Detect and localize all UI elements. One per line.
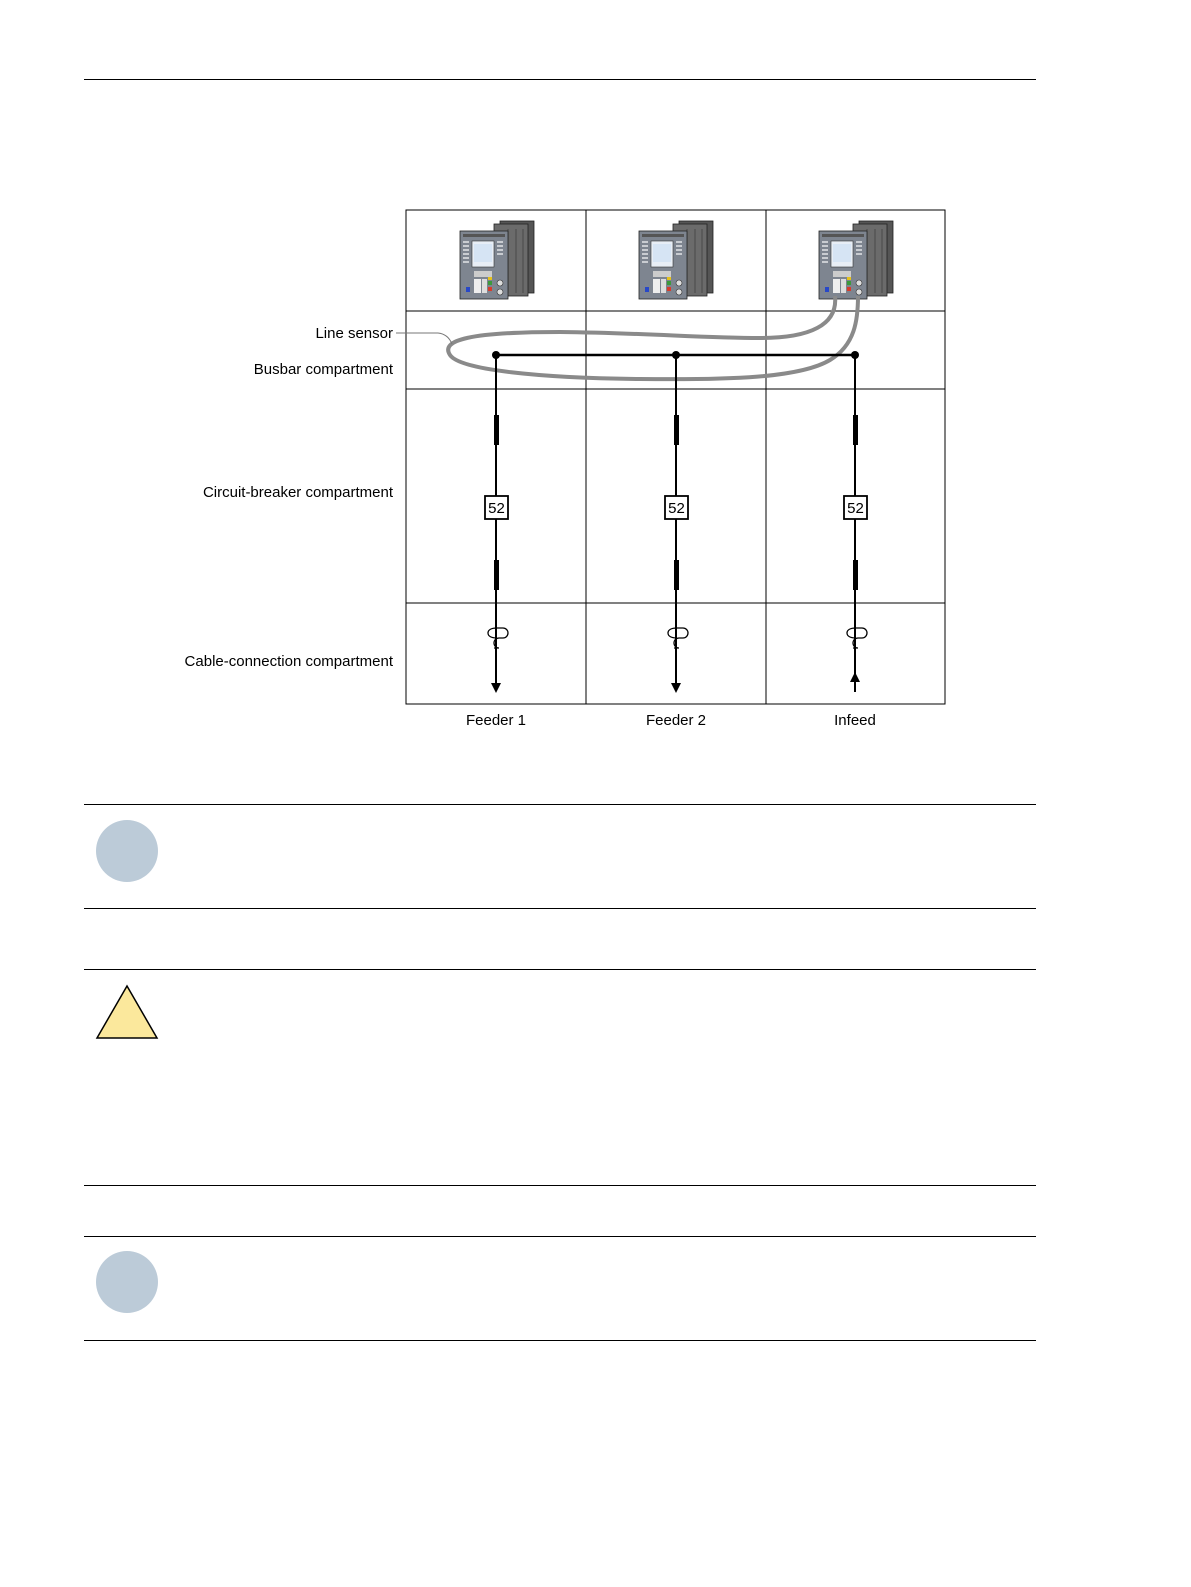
breaker-label: 52 (847, 500, 864, 517)
protection-relay-2 (639, 221, 713, 299)
note1-bottom-rule (84, 908, 1036, 909)
column-label-feeder-1: Feeder 1 (465, 712, 527, 729)
note2-bottom-rule (84, 1340, 1036, 1341)
warning-triangle-icon (95, 984, 159, 1040)
column-label-infeed: Infeed (834, 712, 876, 729)
warning-bottom-rule (84, 1185, 1036, 1186)
cable-connection-compartment-label: Cable-connection compartment (184, 653, 393, 670)
current-transformers (488, 628, 867, 648)
infeed-in-arrow (850, 672, 860, 682)
breaker-52-col2 (665, 496, 688, 519)
note-circle-icon (96, 820, 158, 882)
breaker-52-col3 (844, 496, 867, 519)
warning-top-rule (84, 969, 1036, 970)
circuit-breaker-compartment-label: Circuit-breaker compartment (202, 484, 393, 501)
line-sensor-loop (448, 296, 858, 379)
feeder2-out-arrow (671, 683, 681, 693)
breaker-52-col1 (485, 496, 508, 519)
column-label-feeder-2: Feeder 2 (645, 712, 707, 729)
protection-relay-3 (819, 221, 893, 299)
protection-relay-1 (460, 221, 534, 299)
breaker-label: 52 (668, 500, 685, 517)
note1-top-rule (84, 804, 1036, 805)
note2-top-rule (84, 1236, 1036, 1237)
switchgear-diagram (0, 0, 1191, 760)
breaker-label: 52 (488, 500, 505, 517)
busbar-compartment-label: Busbar compartment (253, 361, 393, 378)
note-circle-icon (96, 1251, 158, 1313)
feeder1-out-arrow (491, 683, 501, 693)
line-sensor-label: Line sensor (315, 325, 393, 342)
